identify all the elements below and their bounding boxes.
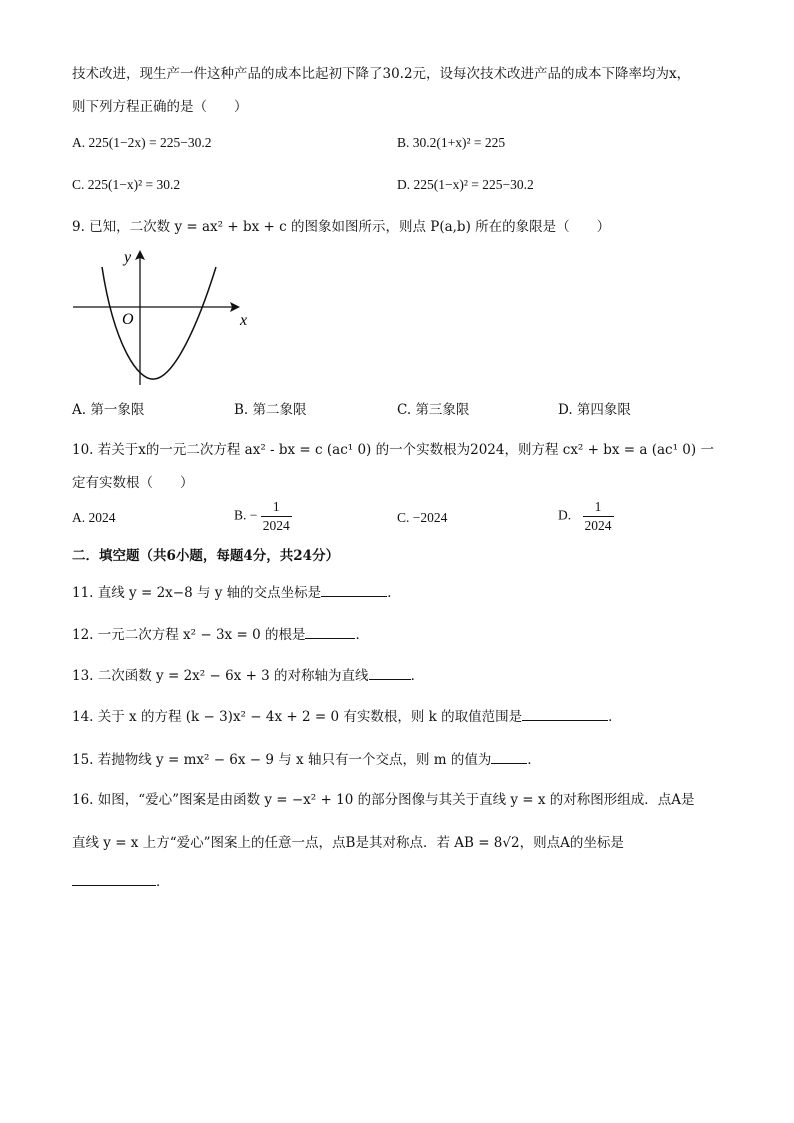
q10-option-d-prefix: D. <box>558 507 572 523</box>
q10-option-d <box>558 498 614 535</box>
q14-answer-blank[interactable] <box>522 706 608 721</box>
q12 <box>72 624 369 645</box>
q9-option-d: D. 第四象限 <box>558 402 631 418</box>
x-axis-label: x <box>240 312 248 329</box>
q10-stem-line2: 定有实数根（ ） <box>72 475 194 491</box>
q15 <box>72 749 541 770</box>
q14-end: ． <box>608 709 622 725</box>
q9-option-a: A. 第一象限 <box>72 402 145 418</box>
q9-stem: 9. 已知，二次数 y = ax² + bx + c 的图象如图所示，则点 P(a,b) 所在的象限是（ ） <box>72 219 611 235</box>
q12-end: ． <box>355 627 369 643</box>
q13-answer-blank[interactable] <box>369 665 411 680</box>
q8-option-b: B. 30.2(1+x)² = 225 <box>397 135 506 150</box>
q11 <box>72 582 401 603</box>
q13-end: ． <box>410 668 425 684</box>
q8-option-c: C. 225(1−x)² = 30.2 <box>72 177 181 192</box>
q11-end: ． <box>387 585 401 601</box>
q8-option-a: A. 225(1−2x) = 225−30.2 <box>72 135 212 150</box>
q10-option-a: A. 2024 <box>72 510 116 525</box>
q16-line3 <box>72 871 170 892</box>
q8-stem-line1: 技术改进，现生产一件这种产品的成本比起初下降了30.2元，设每次技术改进产品的成本下降率均为x， <box>72 66 691 82</box>
q8-stem-line2: 则下列方程正确的是（ ） <box>72 99 248 115</box>
q15-text: 15. 若抛物线 y = mx² − 6x − 9 与 x 轴只有一个交点，则 m 的值为 <box>72 752 492 768</box>
q10-option-b-fraction <box>261 498 292 535</box>
q8-option-d: D. 225(1−x)² = 225−30.2 <box>397 177 534 192</box>
q9-option-b: B. 第二象限 <box>234 402 307 418</box>
q16-line1: 16. 如图，“爱心”图案是由函数 y = −x² + 10 的部分图像与其关于直线 y = x 的对称图形组成．点A是 <box>72 792 695 808</box>
q10-option-d-fraction <box>583 498 614 535</box>
q10-option-b-numerator: 1 <box>272 499 280 514</box>
q12-answer-blank[interactable] <box>305 624 355 639</box>
q15-end: ． <box>527 752 541 768</box>
q12-text: 12. 一元二次方程 x² − 3x = 0 的根是 <box>72 627 306 643</box>
q11-answer-blank[interactable] <box>321 582 387 597</box>
y-axis-label: y <box>124 249 132 266</box>
q14-text: 14. 关于 x 的方程 (k − 3)x² − 4x + 2 = 0 有实数根，则 k 的取值范围是 <box>72 709 523 725</box>
section-2-title: 二．填空题（共6小题，每题4分，共24分） <box>72 548 340 564</box>
q9-option-c: C. 第三象限 <box>397 402 470 418</box>
q10-option-b-denominator: 2024 <box>262 518 290 533</box>
q13 <box>72 665 424 686</box>
q16-end: ． <box>156 874 170 890</box>
q16-line2: 直线 y = x 上方“爱心”图案上的任意一点，点B是其对称点．若 AB = 8√2，则点A的坐标是 <box>72 835 624 851</box>
q10-option-d-denominator: 2024 <box>584 518 612 533</box>
q10-stem-line1: 10. 若关于x的一元二次方程 ax² - bx = c (ac¹ 0) 的一个实数根为2024，则方程 cx² + bx = a (ac¹ 0) 一 <box>72 442 714 458</box>
parabola-curve <box>102 267 216 379</box>
q10-option-b <box>234 498 292 535</box>
q9-parabola-graph <box>68 245 258 390</box>
q11-text: 11. 直线 y = 2x−8 与 y 轴的交点坐标是 <box>72 585 322 601</box>
q16-answer-blank[interactable] <box>72 871 156 886</box>
q15-answer-blank[interactable] <box>491 749 527 764</box>
q10-option-c: C. −2024 <box>397 510 448 525</box>
q14 <box>72 706 622 727</box>
q10-option-b-prefix: B. − <box>234 507 258 523</box>
q13-text: 13. 二次函数 y = 2x² − 6x + 3 的对称轴为直线 <box>72 668 369 684</box>
origin-label: O <box>122 311 134 328</box>
q10-option-d-numerator: 1 <box>594 499 602 514</box>
